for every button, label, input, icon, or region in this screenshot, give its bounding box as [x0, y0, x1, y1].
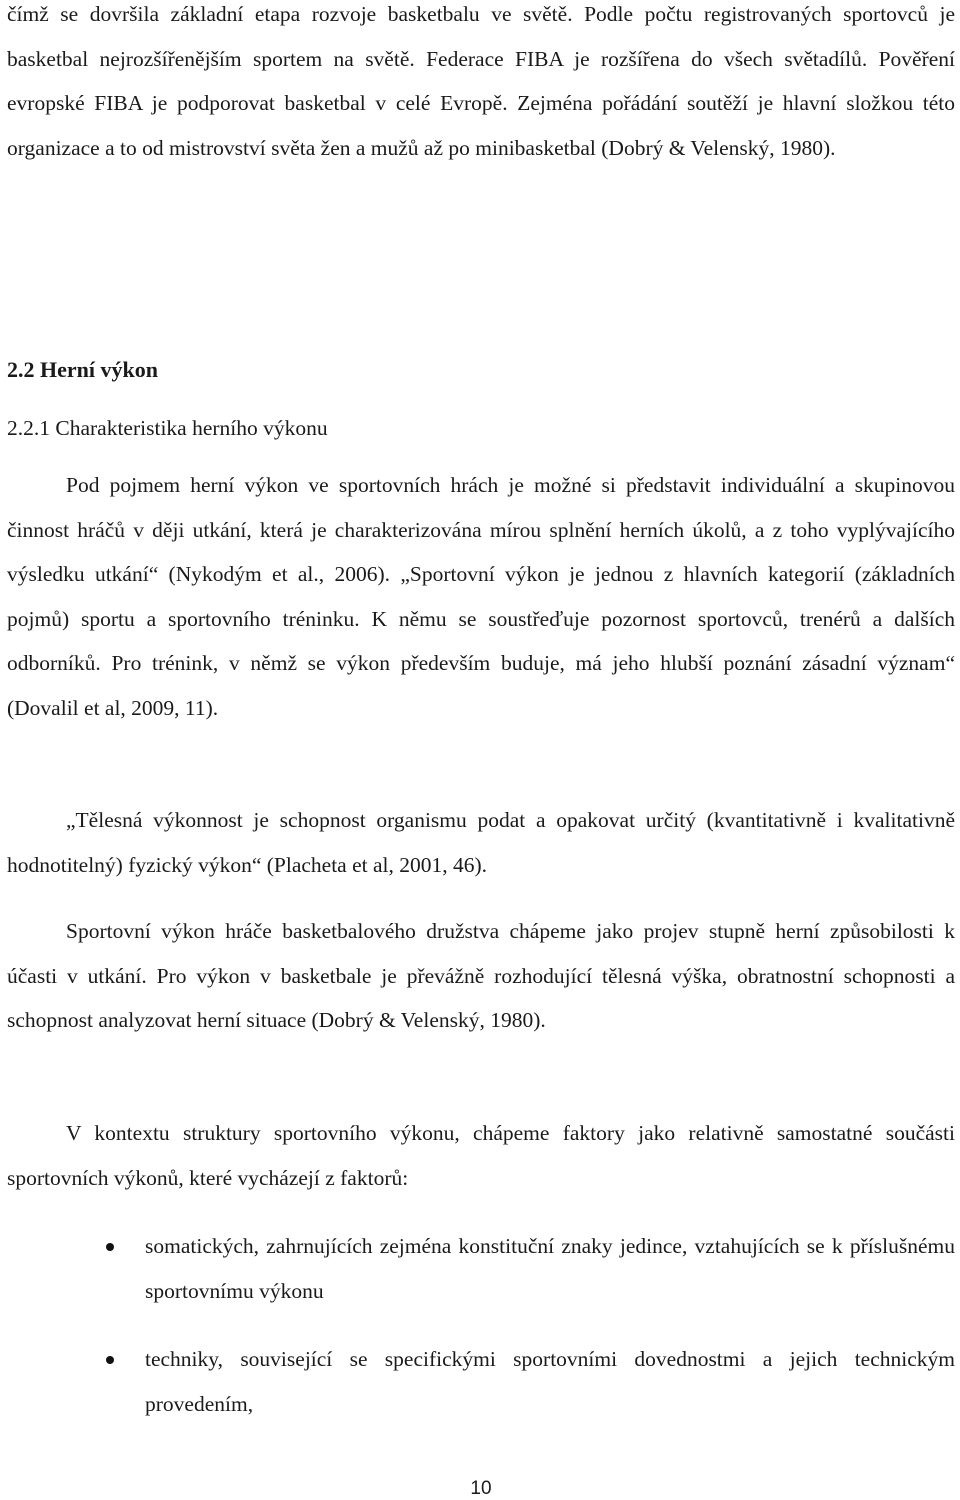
list-item	[7, 1337, 955, 1426]
list-item	[7, 1224, 955, 1313]
bullet-icon	[106, 1356, 114, 1364]
subsection-heading: 2.2.1 Charakteristika herního výkonu	[7, 416, 328, 440]
bullet-icon	[106, 1243, 114, 1251]
factor-list	[7, 1224, 955, 1313]
list-item-text: techniky, související se specifickými sportovními dovednostmi a jejich technickým provedením,	[145, 1347, 955, 1416]
paragraph-physical-performance-quote: „Tělesná výkonnost je schopnost organismu podat a opakovat určitý (kvantitativně i kvalitativně hodnotitelný) fyzický výkon“ (Placheta et al, 2001, 46).	[7, 808, 955, 877]
list-item-text: somatických, zahrnujících zejména konstituční znaky jedince, vztahujících se k příslušnému sportovnímu výkonu	[145, 1234, 955, 1303]
paragraph-performance-factors: V kontextu struktury sportovního výkonu, chápeme faktory jako relativně samostatné součásti sportovních výkonů, které vycházejí z faktorů:	[7, 1121, 955, 1190]
paragraph-history: čímž se dovršila základní etapa rozvoje basketbalu ve světě. Podle počtu registrovaných sportovců je basketbal nejrozšířenějším sportem na světě. Federace FIBA je rozšířena do všech světadílů. Pověření evropské FIBA je podporovat basketbal v celé Evropě. Zejména pořádání soutěží je hlavní složkou této organizace a to od mistrovství světa žen a mužů až po minibasketbal (Dobrý & Velenský, 1980).	[7, 2, 955, 160]
document-page	[7, 0, 955, 1500]
paragraph-basketball-performance: Sportovní výkon hráče basketbalového družstva chápeme jako projev stupně herní způsobilosti k účasti v utkání. Pro výkon v basketbale je převážně rozhodující tělesná výška, obratnostní schopnosti a schopnost analyzovat herní situace (Dobrý & Velenský, 1980).	[7, 919, 955, 1033]
factor-list	[7, 1337, 955, 1426]
paragraph-game-performance: Pod pojmem herní výkon ve sportovních hrách je možné si představit individuální a skupinovou činnost hráčů v ději utkání, která je charakterizována mírou splnění herních úkolů, a z toho vyplývajícího výsledku utkání“ (Nykodým et al., 2006). „Sportovní výkon je jednou z hlavních kategorií (základních pojmů) sportu a sportovního tréninku. K němu se soustřeďuje pozornost sportovců, trenérů a dalších odborníků. Pro trénink, v němž se výkon především buduje, má jeho hlubší poznání zásadní význam“ (Dovalil et al, 2009, 11).	[7, 473, 955, 720]
section-heading: 2.2 Herní výkon	[7, 357, 158, 382]
page-number: 10	[470, 1478, 492, 1499]
